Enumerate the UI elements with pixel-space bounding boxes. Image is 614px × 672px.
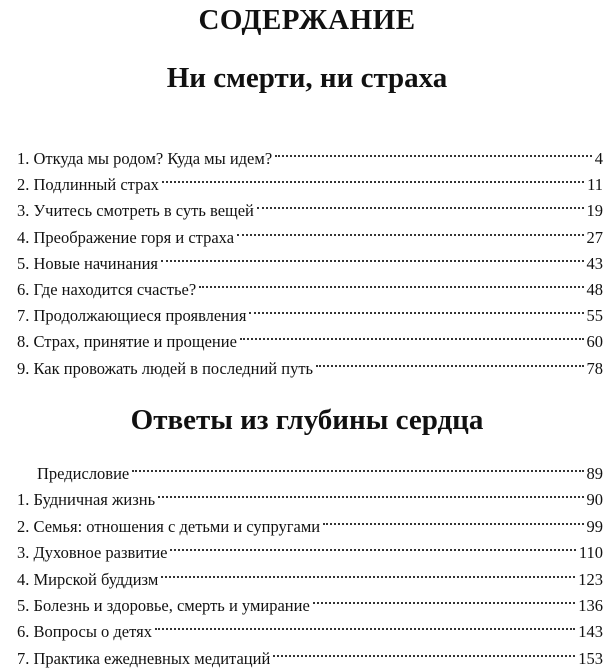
toc-entry-page-number: 136: [578, 595, 603, 615]
dot-leader: [240, 321, 584, 347]
toc-entry-title: 1. Будничная жизнь: [17, 490, 156, 510]
dot-leader: [161, 559, 575, 585]
toc-entry-page-number: 143: [578, 622, 603, 642]
toc-entry-page-number: 11: [587, 175, 603, 195]
toc-entry-page-number: 90: [586, 490, 603, 510]
toc-entry-page-number: 99: [586, 516, 603, 536]
toc-entry-title: 7. Практика ежедневных медитаций: [17, 648, 271, 668]
section-title-2: Ответы из глубины сердца: [130, 404, 484, 436]
toc-entry-title: 8. Страх, принятие и прощение: [17, 332, 237, 352]
toc-entry-title: 5. Новые начинания: [17, 253, 159, 273]
toc-list-section-1: [17, 138, 603, 378]
toc-entry-page-number: 78: [586, 358, 603, 378]
dot-leader: [249, 295, 583, 321]
toc-entry-title: 4. Мирской буддизм: [17, 569, 159, 589]
toc-entry-title: 2. Подлинный страх: [17, 175, 159, 195]
dot-leader: [323, 506, 583, 532]
dot-leader: [155, 611, 575, 637]
dot-leader: [132, 453, 583, 479]
toc-entry-title: 4. Преображение горя и страха: [17, 227, 235, 247]
toc-entry-title: Предисловие: [37, 464, 130, 483]
toc-entry-title: 2. Семья: отношения с детьми и супругами: [17, 516, 321, 536]
toc-entry-page-number: 43: [586, 253, 603, 273]
dot-leader: [170, 532, 575, 558]
toc-entry-page-number: 4: [594, 149, 603, 168]
section-title-1: Ни смерти, ни страха: [166, 62, 448, 94]
toc-entry-title: 6. Вопросы о детях: [17, 622, 152, 642]
dot-leader: [237, 217, 583, 243]
toc-entry[interactable]: [17, 138, 603, 168]
toc-entry-page-number: 27: [586, 227, 603, 247]
toc-list-section-2: [17, 453, 603, 668]
toc-entry-page-number: 48: [586, 279, 603, 299]
toc-entry-title: 5. Болезнь и здоровье, смерть и умирание: [17, 595, 310, 615]
toc-entry-page-number: 89: [586, 464, 603, 483]
toc-entry[interactable]: [17, 453, 603, 483]
dot-leader: [161, 243, 583, 269]
contents-heading: СОДЕРЖАНИЕ: [198, 4, 416, 36]
dot-leader: [313, 585, 575, 611]
toc-entry-page-number: 60: [586, 332, 603, 352]
toc-entry-page-number: 19: [586, 201, 603, 221]
toc-entry-title: 3. Учитесь смотреть в суть вещей: [17, 201, 254, 221]
dot-leader: [257, 190, 584, 216]
dot-leader: [275, 138, 592, 164]
dot-leader: [162, 164, 584, 190]
toc-entry-title: 1. Откуда мы родом? Куда мы идем?: [17, 149, 273, 168]
toc-entry-title: 7. Продолжающиеся проявления: [17, 306, 247, 326]
toc-entry-title: 3. Духовное развитие: [17, 543, 168, 563]
dot-leader: [273, 638, 575, 664]
toc-entry-page-number: 110: [578, 543, 603, 563]
toc-entry-title: 9. Как провожать людей в последний путь: [17, 358, 314, 378]
dot-leader: [199, 269, 583, 295]
toc-entry-title: 6. Где находится счастье?: [17, 279, 197, 299]
toc-entry-page-number: 55: [586, 306, 603, 326]
dot-leader: [158, 479, 583, 505]
toc-entry-page-number: 153: [578, 648, 603, 668]
dot-leader: [316, 348, 583, 374]
toc-entry-page-number: 123: [578, 569, 603, 589]
